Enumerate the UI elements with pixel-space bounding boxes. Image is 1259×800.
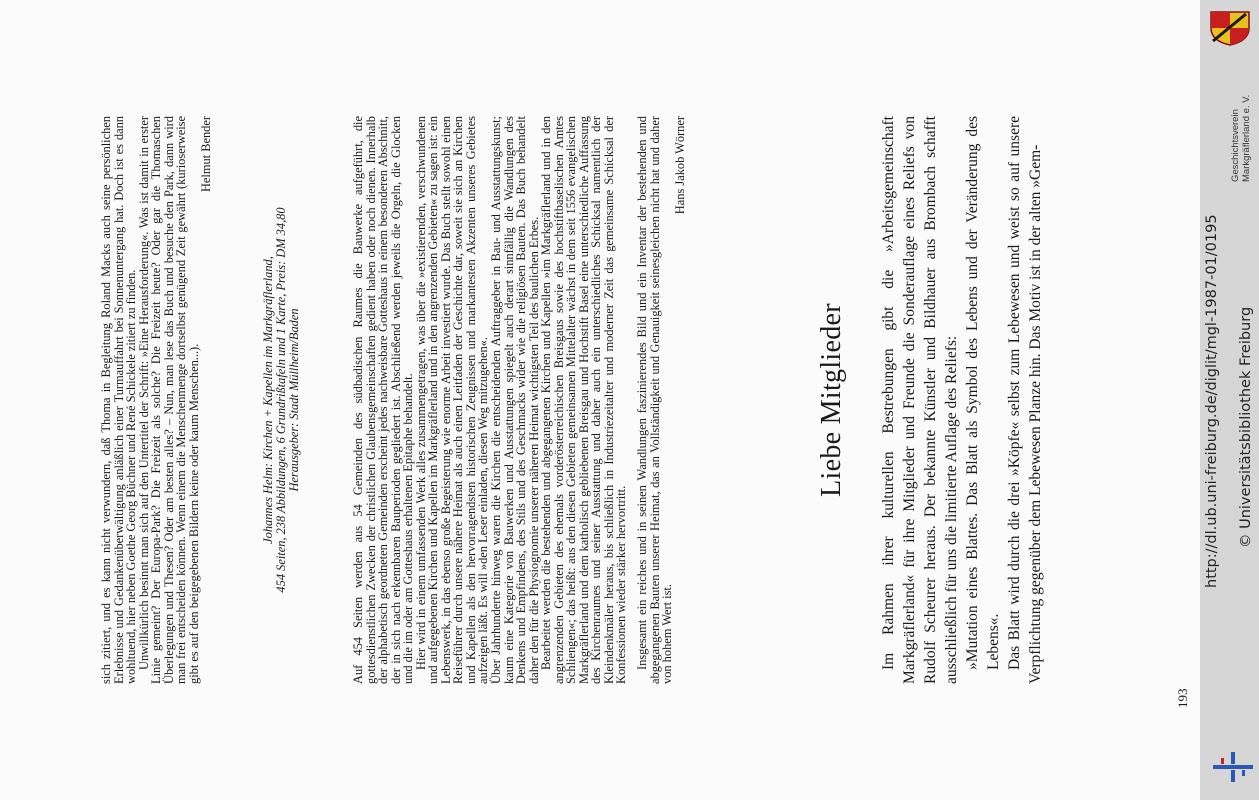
section-heading: Liebe Mitglieder: [816, 303, 847, 497]
review-hans-jakob-woerner: [352, 116, 686, 684]
review-paragraph: Bearbeitet werden die bestehenden und abgegangenen Kirchen und Kapellen »im Markgräflerland und in den angrenzenden Gebieten des ehemals vorderösterreichischen Breisgaus sowie des hochstiftbaselischen Amtes Schliengen«; das heißt: aus den diesen Gebieten gemeinsamen Mittelalter wächst in dem seit 1556 evangelischen Markgräflerland und dem katholisch gebliebenen Breisgau und Hochstift Basel eine unterschiedliche Auffassung des Kirchenraumes und seiner Ausstattung und daher auch ein unterschiedliches Schicksal namentlich der Kleindenkmäler heraus, bis schließlich in Industriezeitalter und moderner Zeit das gemeinsame Schicksal der Konfessionen wieder stärker hervortritt.: [539, 116, 629, 684]
relief-title-quote: »Mutation eines Blattes. Das Blatt als Symbol des Lebens und der Veränderung des Lebens«.: [964, 116, 1002, 670]
section-paragraph: Das Blatt wird durch die drei »Köpfe« selbst zum Lebewesen und weist so auf unsere Verpflichtung gegenüber dem Lebewesen Planze hin. Das Motiv ist in der alten »Gem-: [1006, 116, 1044, 684]
society-logo-text: Geschichtsverein Markgräflerland e. V.: [1230, 94, 1252, 182]
citation-publisher: Herausgeber: Stadt Müllheim/Baden: [287, 308, 302, 492]
review-paragraph: Über Jahrhunderte hinweg waren die Kirchen die entscheidenden Auftraggeber in Bau- und Ausstattungskunst; kaum eine Kategorie von Bauwerken und Ausstattungen spiegelt auch derart sinnfällig die Wandlungen des Denkens und Empfindens, des Stils und des Geschmacks wider wie die religiösen Bauten. Das Buch behandelt daher den für die Physiognomie unserer näheren Heimat wichtigsten Teil des baulichen Erbes.: [489, 116, 541, 684]
review-paragraph: Auf 454 Seiten werden aus 54 Gemeinden des südbadischen Raumes die Bauwerke aufgeführt, die gottesdienstlichen Zwecken der christlichen Glaubensgemeinschaften gedient haben oder noch dienen. Innerhalb der alphabetisch geordneten Gemeinden erscheint jedes nachweisbare Gotteshaus in einem besonderen Abschnitt, der in sich nach erkennbaren Bauperioden gegliedert ist. Abschließend werden jeweils die Orgeln, die Glocken und die im oder am Gotteshaus erhaltenen Epitaphe behandelt.: [351, 116, 416, 684]
citation-details: 454 Seiten, 238 Abbildungen, 6 Grundrißtafeln und 1 Karte, Preis: DM 34,80: [274, 207, 289, 593]
members-section: [878, 116, 1046, 684]
book-citation: [262, 116, 302, 684]
university-library-logo: [1211, 748, 1255, 786]
page-number: 193: [1175, 688, 1190, 708]
review-paragraph: Hier wird in einem umfassenden Werk alles zusammengetragen, was über die »existierenden, verschwundenen und aufgegebenen Kirchen und Kapellen im Markgräflerland und in den angrenzenden Gebieten« zu sagen ist: ein Lebenswerk, in das ebenso große Begeisterung wie enorme Arbeit investiert wurde. Das Buch stellt sowohl einen Reiseführer durch unsere nähere Heimat als auch einen Leitfaden der Geschichte dar, soweit sie sich an Kirchen und Kapellen als den hervorragendsten historischen Zeugnissen und markantesten Akzenten unseres Gebietes aufzeigen läßt. Es will »den Leser einladen, diesen Weg mitzugehen«.: [413, 116, 491, 684]
review-paragraph: Unwillkürlich besinnt man sich auf den Untertitel der Schrift: »Eine Herausforderung«. Was ist damit in erster Linie gemeint? Der Europa-Park? Die Freizeit als solche? Die Freizeit heute? Oder gar die Thomaschen Überlegungen und Thesen? Oder am besten alles? – Nun, man lese das Buch und besuche den Park, dann wird man frei entscheiden können. Wenn einem die Menschenmenge dortselbst genügend Zeit gewährt (kurioserweise gibt es auf den beigegebenen Bildern keine oder kaum Menschen...).: [136, 116, 201, 684]
permalink-url[interactable]: http://dl.ub.uni-freiburg.de/diglit/mgl-1987-01/0195: [1204, 214, 1220, 588]
section-paragraph: Im Rahmen ihrer kulturellen Bestrebungen gibt die »Arbeitsgemeinschaft Markgräflerland« für ihre Mitglieder und Freunde die Sonderauflage eines Reliefs von Rudolf Scheurer heraus. Der bekannte Künstler und Bildhauer aus Brombach schafft ausschließlich für uns die limitierte Auflage des Reliefs:: [880, 116, 960, 684]
copyright-notice: © Universitätsbibliothek Freiburg: [1238, 306, 1254, 548]
review-helmut-bender: [100, 116, 213, 684]
review-author: Helmut Bender: [199, 116, 214, 193]
citation-title: Johannes Helm: Kirchen + Kapellen im Markgräflerland,: [261, 256, 275, 544]
review-paragraph: sich zitiert, und es kann nicht verwundern, daß Thoma in Begleitung Roland Macks auch seine persönlichen Erlebnisse und Gedankenüberwältigung anläßlich einer Turmauffahrt bei Sonnenuntergang hat. Doch ist es dann wohltuend, hier neben Goethe Georg Büchner und René Schickele zitiert zu finden.: [99, 116, 139, 684]
review-paragraph: Insgesamt ein reiches und in seinen Wandlungen faszinierendes Bild und ein Inventar der bestehenden und abgegangenen Bauten unserer Heimat, das an Vollständigkeit und Genauigkeit seinesgleichen nicht hat und daher von hohem Wert ist.: [635, 116, 675, 684]
coat-of-arms-logo: [1208, 8, 1252, 46]
review-author: Hans Jakob Wörner: [672, 116, 687, 215]
